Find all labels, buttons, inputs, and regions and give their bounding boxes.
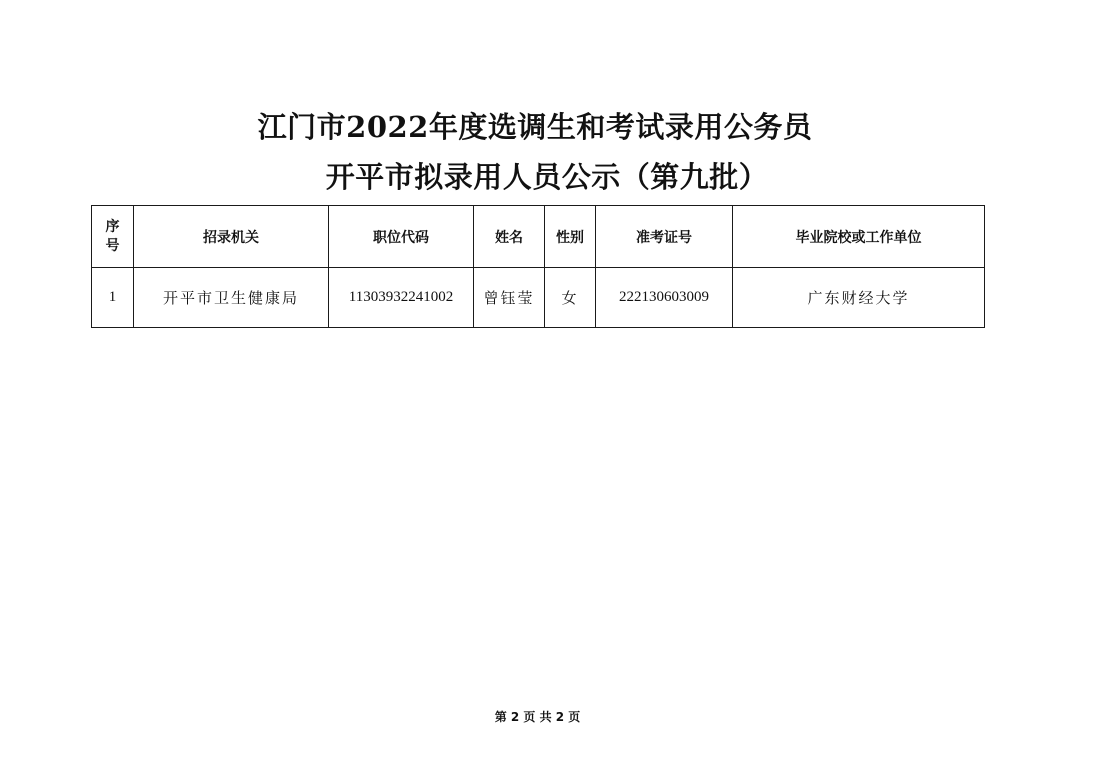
cell-exam-id: 222130603009 [596, 268, 733, 328]
cell-name: 曾钰莹 [474, 268, 545, 328]
page-number-footer: 第 2 页 共 2 页 [494, 710, 581, 724]
document-title-line1: 江门市2022年度选调生和考试录用公务员 [257, 110, 813, 144]
header-agency: 招录机关 [134, 206, 329, 268]
header-seq-label: 序号 [105, 218, 120, 254]
header-exam-id: 准考证号 [596, 206, 733, 268]
cell-school: 广东财经大学 [733, 268, 985, 328]
header-position-code: 职位代码 [329, 206, 474, 268]
cell-agency: 开平市卫生健康局 [134, 268, 329, 328]
recruitment-table [91, 205, 985, 328]
header-gender: 性别 [545, 206, 596, 268]
header-seq [92, 206, 134, 268]
table-header-row [92, 206, 985, 268]
document-title-line2: 开平市拟录用人员公示（第九批） [325, 160, 769, 194]
cell-seq: 1 [92, 268, 134, 328]
header-name: 姓名 [474, 206, 545, 268]
cell-gender: 女 [545, 268, 596, 328]
cell-position-code: 11303932241002 [329, 268, 474, 328]
header-school: 毕业院校或工作单位 [733, 206, 985, 268]
table-row [92, 268, 985, 328]
